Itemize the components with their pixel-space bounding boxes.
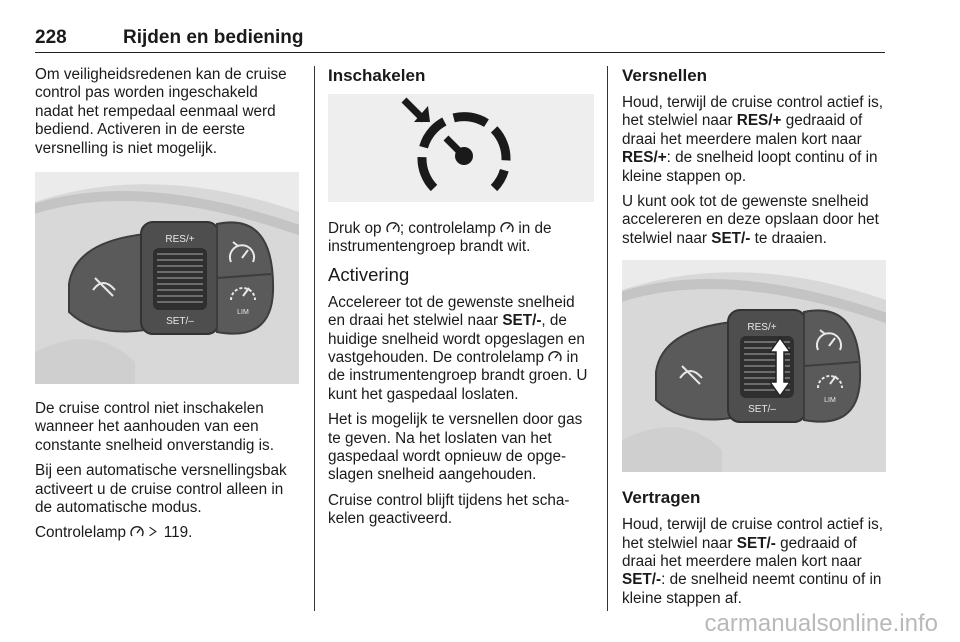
paragraph: Het is mogelijk te versnellen door gas te geven. Na het loslaten van het gaspedaal wordt opnieuw de opge-slagen snelheid aangehouden. <box>328 411 583 484</box>
page-header <box>35 24 885 53</box>
section-heading: Inschakelen <box>328 66 426 85</box>
column-divider <box>607 66 608 611</box>
res-label: RES/+ <box>747 322 777 334</box>
cruise-control-icon <box>500 221 514 234</box>
paragraph: U kunt ook tot de gewenste snelheid accelereren en deze opslaan door het stelwiel naar SET/- te draaien. <box>622 193 879 247</box>
column-2 <box>328 66 594 536</box>
paragraph: Cruise control blijft tijdens het scha-kelen geactiveerd. <box>328 491 570 528</box>
page-number: 228 <box>35 27 67 48</box>
cruise-control-icon <box>548 350 562 363</box>
res-label: RES/+ <box>165 234 195 246</box>
ref-arrow-icon[interactable] <box>148 525 159 538</box>
steering-wheel-controls-figure <box>35 172 299 384</box>
paragraph: Druk op ; controlelamp in de instrumentengroep brandt wit. <box>328 220 552 256</box>
paragraph: Houd, terwijl de cruise control actief is, het stelwiel naar SET/- gedraaid of draai het meerdere malen kort naar SET/-: de snelheid neemt continu of in kleine stappen af. <box>622 516 884 607</box>
column-3 <box>622 66 890 615</box>
paragraph: De cruise control niet inschakelen wanneer het aanhouden van een constante snelheid onverstandig is. <box>35 400 274 454</box>
column-divider <box>314 66 315 611</box>
section-heading: Vertragen <box>622 488 701 508</box>
cruise-control-icon <box>386 221 400 234</box>
paragraph: Controlelamp 119. <box>35 524 193 542</box>
cruise-control-icon <box>130 525 144 538</box>
steering-wheel-controls-figure <box>622 260 886 472</box>
page-title: Rijden en bediening <box>123 27 304 48</box>
cruise-control-symbol-figure <box>328 94 594 202</box>
section-heading: Versnellen <box>622 66 708 85</box>
paragraph: Houd, terwijl de cruise control actief is, het stelwiel naar RES/+ gedraaid of draai het meerdere malen kort naar RES/+: de snelheid loopt continu of in kleine stappen op. <box>622 94 884 185</box>
paragraph: Bij een automatische versnellingsbak activeert u de cruise control alleen in de automatische modus. <box>35 462 287 517</box>
paragraph: Om veiligheidsredenen kan de cruise control pas worden ingeschakeld nadat het rempedaal eenmaal werd bediend. Activeren in de eerste versnelling is niet mogelijk. <box>35 66 287 157</box>
column-1 <box>35 66 299 550</box>
set-label: SET/– <box>166 316 194 328</box>
paragraph: Accelereer tot de gewenste snelheid en draai het stelwiel naar SET/-, de huidige snelheid wordt opgeslagen en vastgehouden. De controlelamp in de instrumentengroep brandt groen. U kunt het gaspedaal loslaten. <box>328 293 588 403</box>
lim-label: LIM <box>237 309 249 317</box>
watermark: carmanualsonline.info <box>704 610 938 637</box>
lim-label: LIM <box>824 397 836 405</box>
set-label: SET/– <box>748 404 776 416</box>
section-heading: Activering <box>328 263 410 285</box>
